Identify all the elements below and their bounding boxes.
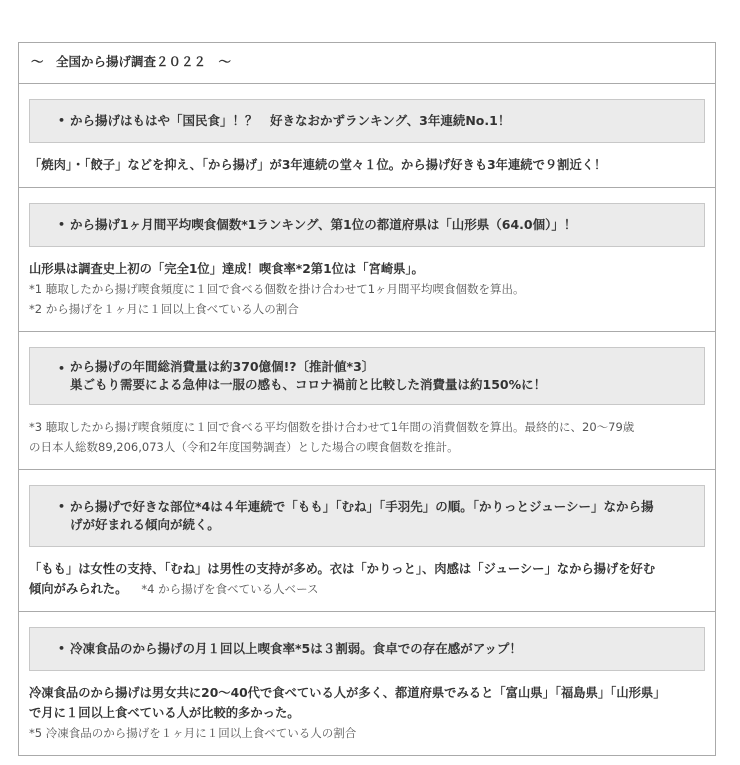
headline-2: から揚げ1ヶ月間平均喫食個数*1ランキング、第1位の都道府県は「山形県（64.0個）」！ bbox=[70, 217, 577, 232]
bullet-icon: • bbox=[58, 362, 66, 375]
body-5-line-2: で月に１回以上食べている人が比較的多かった。 bbox=[29, 706, 300, 720]
headline-box-3 bbox=[29, 347, 705, 405]
section-4 bbox=[19, 470, 715, 612]
footnote-3-line-1: *3 聴取したから揚げ喫食頻度に１回で食べる平均個数を掛け合わせて1年間の消費個数を算出。最終的に、20〜79歳 bbox=[29, 420, 635, 434]
footnote-2: *2 から揚げを１ヶ月に１回以上食べている人の割合 bbox=[29, 302, 299, 316]
headline-3-line-2: 巣ごもり需要による急伸は一服の感も、コロナ禍前と比較した消費量は約150%に！ bbox=[70, 377, 547, 392]
footnote-5: *5 冷凍食品のから揚げを１ヶ月に１回以上食べている人の割合 bbox=[29, 726, 357, 740]
section-3 bbox=[19, 332, 715, 470]
section-1 bbox=[19, 84, 715, 188]
footnote-4: *4 から揚げを食べている人ベース bbox=[141, 582, 319, 596]
headline-box-1 bbox=[29, 99, 705, 143]
headline-5: 冷凍食品のから揚げの月１回以上喫食率*5は３割弱。食卓での存在感がアップ！ bbox=[70, 641, 522, 656]
survey-box bbox=[18, 42, 716, 756]
headline-box-4 bbox=[29, 485, 705, 547]
headline-1: から揚げはもはや「国民食」！？ 好きなおかずランキング、3年連続No.1！ bbox=[70, 113, 511, 128]
headline-box-5 bbox=[29, 627, 705, 671]
bullet-icon: • bbox=[58, 500, 66, 513]
body-4-line-2-text: 傾向がみられた。 bbox=[29, 582, 128, 596]
headline-4-line-2: げが好まれる傾向が続く。 bbox=[70, 517, 220, 532]
headline-4-line-1: から揚げで好きな部位*4は４年連続で「もも」「むね」「手羽先」の順。「かりっとジューシー」なから揚 bbox=[70, 499, 654, 514]
section-2 bbox=[19, 188, 715, 332]
headline-3-line-1: から揚げの年間総消費量は約370億個!?〔推計値*3〕 bbox=[70, 359, 375, 374]
body-5-line-1: 冷凍食品のから揚げは男女共に20〜40代で食べている人が多く、都道府県でみると「富山県」「福島県」「山形県」 bbox=[29, 686, 666, 700]
body-2: 山形県は調査史上初の「完全1位」達成！喫食率*2第1位は「宮崎県」。 bbox=[29, 262, 424, 276]
body-4-line-1: 「もも」は女性の支持、「むね」は男性の支持が多め。衣は「かりっと」、肉感は「ジューシー」なから揚げを好む bbox=[29, 562, 656, 576]
section-5 bbox=[19, 612, 715, 755]
survey-title: 〜 全国から揚げ調査２０２２ 〜 bbox=[19, 43, 715, 84]
bullet-icon: • bbox=[58, 642, 66, 655]
body-1: 「焼肉」・「餃子」などを抑え、「から揚げ」が3年連続の堂々１位。から揚げ好きも3年連続で９割近く！ bbox=[29, 158, 607, 172]
bullet-icon: • bbox=[58, 114, 66, 127]
headline-box-2 bbox=[29, 203, 705, 247]
footnote-1: *1 聴取したから揚げ喫食頻度に１回で食べる個数を掛け合わせて1ヶ月間平均喫食個数を算出。 bbox=[29, 282, 525, 296]
body-4-line-2 bbox=[29, 579, 705, 599]
bullet-icon: • bbox=[58, 218, 66, 231]
footnote-3-line-2: の日本人総数89,206,073人（令和2年度国勢調査）とした場合の喫食個数を推計。 bbox=[29, 440, 459, 454]
